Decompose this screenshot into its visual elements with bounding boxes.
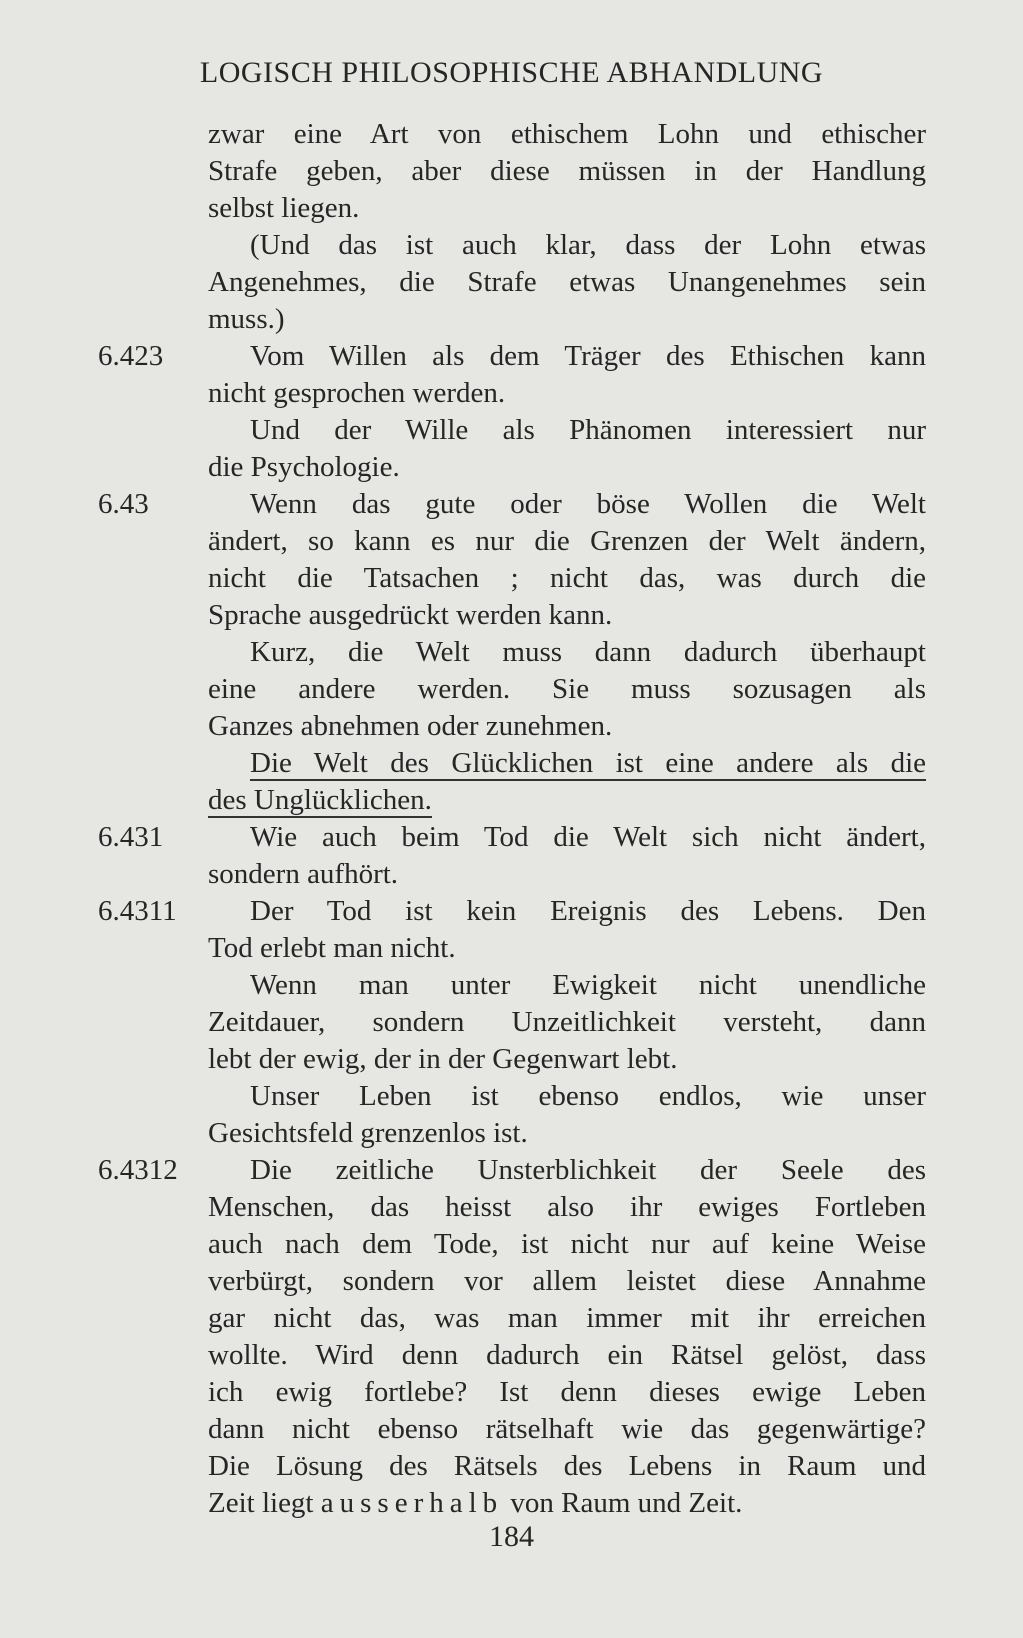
- line-text: Strafe geben, aber diese müssen in der Handlung: [208, 155, 926, 187]
- underlined-passage: Die Welt des Glücklichen ist eine andere als die: [250, 747, 926, 779]
- line-text: die Psychologie.: [208, 451, 400, 483]
- line-text: muss.): [208, 303, 285, 335]
- line-text: Die zeitliche Unsterblichkeit der Seele des: [250, 1154, 926, 1186]
- text-line: [0, 634, 1023, 671]
- text-line: [0, 560, 1023, 597]
- text-line: [0, 301, 1023, 338]
- text-line: [0, 1374, 1023, 1411]
- line-text: Die Lösung des Rätsels des Lebens in Raum und: [208, 1450, 926, 1482]
- text-line: [0, 1411, 1023, 1448]
- line-text: Menschen, das heisst also ihr ewiges Fortleben: [208, 1191, 926, 1223]
- section-number: 6.423: [98, 340, 164, 372]
- line-text: Und der Wille als Phänomen interessiert nur: [250, 414, 926, 446]
- line-text: gar nicht das, was man immer mit ihr erreichen: [208, 1302, 926, 1334]
- text-line: [0, 1448, 1023, 1485]
- text-line: [0, 819, 1023, 856]
- text-line: [0, 1078, 1023, 1115]
- text-line: [0, 967, 1023, 1004]
- line-text: nicht gesprochen werden.: [208, 377, 506, 409]
- text-line: [0, 597, 1023, 634]
- text-line: [0, 264, 1023, 301]
- text-line: [0, 523, 1023, 560]
- line-text: Wenn das gute oder böse Wollen die Welt: [250, 488, 926, 520]
- line-text: Der Tod ist kein Ereignis des Lebens. Den: [250, 895, 926, 927]
- text-line: [0, 486, 1023, 523]
- line-text: verbürgt, sondern vor allem leistet diese Annahme: [208, 1265, 926, 1297]
- line-text: Wenn man unter Ewigkeit nicht unendliche: [250, 969, 926, 1001]
- text-line: [0, 116, 1023, 153]
- line-text: Ganzes abnehmen oder zunehmen.: [208, 710, 613, 742]
- line-text: nicht die Tatsachen ; nicht das, was durch die: [208, 562, 926, 594]
- text-line: [0, 227, 1023, 264]
- text-line: [0, 1152, 1023, 1189]
- line-text: Vom Willen als dem Träger des Ethischen kann: [250, 340, 926, 372]
- line-text: dann nicht ebenso rätselhaft wie das gegenwärtige?: [208, 1413, 926, 1445]
- text-line: [0, 1226, 1023, 1263]
- line-text: lebt der ewig, der in der Gegenwart lebt.: [208, 1043, 678, 1075]
- section-number: 6.4311: [98, 895, 177, 927]
- line-text: [250, 745, 926, 782]
- text-line: [0, 708, 1023, 745]
- text-line: [0, 1300, 1023, 1337]
- line-text: eine andere werden. Sie muss sozusagen als: [208, 673, 926, 705]
- text-block: [0, 116, 1023, 1522]
- text-line: [0, 1115, 1023, 1152]
- section-number: 6.4312: [98, 1154, 178, 1186]
- line-text: Unser Leben ist ebenso endlos, wie unser: [250, 1080, 926, 1112]
- emphasized-word: ausserhalb: [320, 1487, 504, 1519]
- text-line: [0, 1337, 1023, 1374]
- line-text: Angenehmes, die Strafe etwas Unangenehmes sein: [208, 266, 926, 298]
- running-head: LOGISCH PHILOSOPHISCHE ABHANDLUNG: [199, 56, 824, 89]
- text-line: [0, 782, 1023, 819]
- line-text: Tod erlebt man nicht.: [208, 932, 456, 964]
- line-text: ich ewig fortlebe? Ist denn dieses ewige Leben: [208, 1376, 926, 1408]
- section-number: 6.43: [98, 488, 149, 520]
- text-line: [0, 449, 1023, 486]
- line-text: Zeit liegt ausserhalb von Raum und Zeit.: [208, 1487, 743, 1519]
- text-line: [0, 375, 1023, 412]
- text-line: [0, 1189, 1023, 1226]
- line-text: zwar eine Art von ethischem Lohn und ethischer: [208, 118, 926, 150]
- line-text: Wie auch beim Tod die Welt sich nicht ändert,: [250, 821, 926, 853]
- text-line: [0, 893, 1023, 930]
- text-line: [0, 856, 1023, 893]
- line-text: Sprache ausgedrückt werden kann.: [208, 599, 613, 631]
- underlined-passage: des Unglücklichen.: [208, 784, 432, 816]
- page-number: 184: [489, 1520, 534, 1553]
- text-line: [0, 412, 1023, 449]
- text-line: [0, 930, 1023, 967]
- line-text: Kurz, die Welt muss dann dadurch überhaupt: [250, 636, 926, 668]
- line-text: [208, 782, 926, 819]
- text-line: [0, 1485, 1023, 1522]
- line-text: selbst liegen.: [208, 192, 360, 224]
- section-number: 6.431: [98, 821, 164, 853]
- text-line: [0, 153, 1023, 190]
- text-line: [0, 1263, 1023, 1300]
- text-line: [0, 1004, 1023, 1041]
- text-line: [0, 671, 1023, 708]
- line-text: Gesichtsfeld grenzenlos ist.: [208, 1117, 528, 1149]
- text-line: [0, 1041, 1023, 1078]
- line-text: wollte. Wird denn dadurch ein Rätsel gelöst, dass: [208, 1339, 926, 1371]
- line-text: sondern aufhört.: [208, 858, 399, 890]
- line-text: ändert, so kann es nur die Grenzen der Welt ändern,: [208, 525, 926, 557]
- text-line: [0, 338, 1023, 375]
- text-line: [0, 745, 1023, 782]
- line-text: auch nach dem Tode, ist nicht nur auf keine Weise: [208, 1228, 926, 1260]
- line-text: Zeitdauer, sondern Unzeitlichkeit versteht, dann: [208, 1006, 926, 1038]
- text-line: [0, 190, 1023, 227]
- line-text: (Und das ist auch klar, dass der Lohn etwas: [250, 229, 926, 261]
